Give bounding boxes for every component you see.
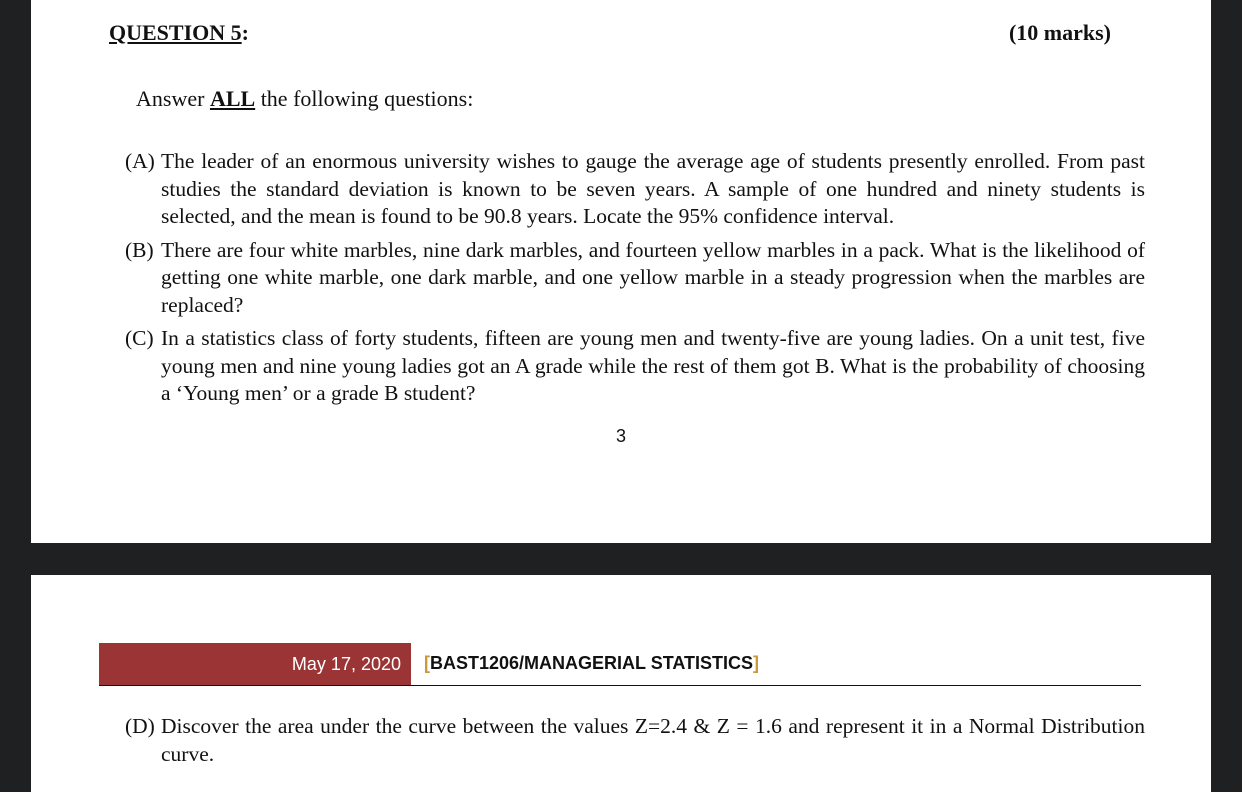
document-page-2 [31, 575, 1211, 792]
footer-bracket-open: [ [424, 653, 430, 673]
instruction [136, 86, 473, 112]
instruction-emphasis: ALL [209, 86, 256, 111]
instruction-after: the following questions: [260, 86, 474, 111]
footer-bracket-close: ] [753, 653, 760, 673]
footer-course [424, 653, 759, 674]
instruction-before: Answer [136, 86, 205, 111]
footer-date: May 17, 2020 [291, 653, 401, 674]
footer-date-band [99, 643, 411, 685]
question-item-c [125, 325, 1145, 408]
question-label: (A) [125, 149, 155, 173]
question-list-continued [125, 713, 1145, 774]
question-label: (D) [125, 714, 155, 738]
question-text: The leader of an enormous university wishes to gauge the average age of students presently enrolled. From past studies the standard deviation is known to be seven years. A sample of one hundred and ninety students is selected, and the mean is found to be 90.8 years. Locate the 95% confidence interval. [161, 149, 1145, 228]
question-label: (C) [125, 326, 154, 350]
footer-course-name: BAST1206/MANAGERIAL STATISTICS [430, 653, 754, 673]
question-label: (B) [125, 237, 154, 262]
question-title-text: QUESTION 5 [109, 20, 242, 45]
question-text: In a statistics class of forty students, fifteen are young men and twenty-five are young ladies. On a unit test, five young men and nine young ladies got an A grade while the rest of them got B. What is the probability of choosing a ‘Young men’ or a grade B student? [161, 326, 1145, 405]
question-title [109, 20, 249, 46]
question-marks: (10 marks) [1008, 20, 1111, 45]
question-text: There are four white marbles, nine dark marbles, and fourteen yellow marbles in a pack. What is the likelihood of getting one white marble, one dark marble, and one yellow marble in a steady progression when the marbles are replaced? [161, 237, 1145, 317]
question-text: Discover the area under the curve between the values Z=2.4 & Z = 1.6 and represent it in a Normal Distribution curve. [161, 714, 1145, 766]
page-number: 3 [615, 426, 626, 446]
question-list [125, 148, 1145, 414]
question-item-b [125, 237, 1145, 320]
question-item-d [125, 713, 1145, 768]
footer-divider [99, 685, 1141, 686]
question-title-colon: : [241, 20, 249, 45]
question-item-a [125, 148, 1145, 231]
document-page-1 [31, 0, 1211, 543]
